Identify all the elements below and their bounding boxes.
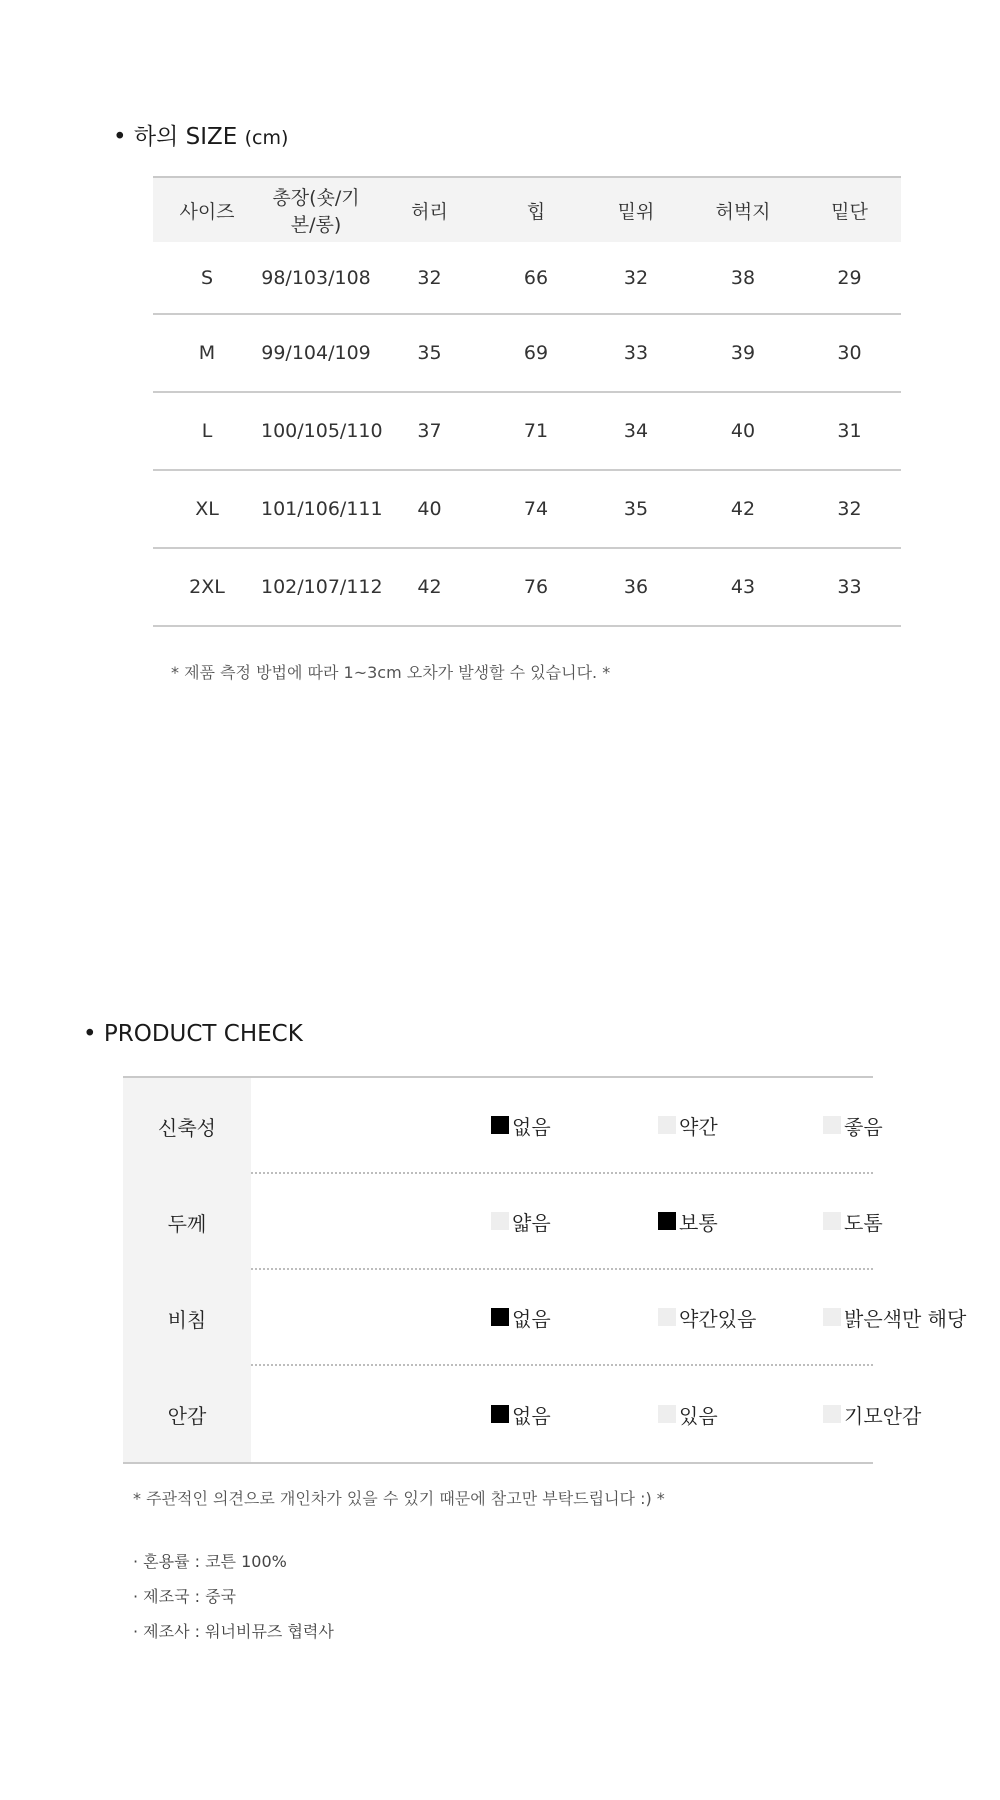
header-waist: 허리 — [371, 177, 488, 242]
option-label: 좋음 — [844, 1114, 883, 1139]
table-row — [153, 392, 901, 470]
size-title-unit: (cm) — [244, 127, 289, 149]
cell-thigh: 38 — [688, 242, 798, 314]
cell-hip: 76 — [488, 548, 584, 626]
cell-waist: 42 — [371, 548, 488, 626]
cell-length: 98/103/108 — [261, 242, 371, 314]
unchecked-box-icon — [823, 1212, 841, 1230]
row-options — [251, 1174, 883, 1270]
option-3 — [823, 1270, 966, 1364]
size-title-text: • 하의 SIZE — [113, 124, 238, 150]
cell-size: XL — [153, 470, 261, 548]
option-label: 없음 — [512, 1114, 551, 1139]
cell-thigh: 43 — [688, 548, 798, 626]
row-label: 신축성 — [123, 1078, 251, 1174]
cell-rise: 33 — [584, 314, 688, 392]
cell-waist: 35 — [371, 314, 488, 392]
option-label: 보통 — [679, 1210, 718, 1235]
header-thigh: 허벅지 — [688, 177, 798, 242]
check-section-title: • PRODUCT CHECK — [83, 1021, 303, 1047]
cell-hem: 32 — [798, 470, 901, 548]
cell-hip: 71 — [488, 392, 584, 470]
check-note: * 주관적인 의견으로 개인차가 있을 수 있기 때문에 참고만 부탁드립니다 :) * — [133, 1489, 665, 1508]
option-1 — [491, 1174, 551, 1268]
unchecked-box-icon — [491, 1212, 509, 1230]
option-3 — [823, 1366, 921, 1462]
unchecked-box-icon — [658, 1116, 676, 1134]
row-label: 비침 — [123, 1270, 251, 1366]
option-2 — [658, 1270, 756, 1364]
cell-length: 101/106/111 — [261, 470, 371, 548]
unchecked-box-icon — [658, 1405, 676, 1423]
option-label: 밝은색만 해당 — [844, 1306, 967, 1331]
cell-rise: 36 — [584, 548, 688, 626]
size-note: * 제품 측정 방법에 따라 1~3cm 오차가 발생할 수 있습니다. * — [171, 663, 611, 682]
size-table — [153, 176, 901, 627]
option-label: 약간있음 — [679, 1306, 757, 1331]
cell-thigh: 39 — [688, 314, 798, 392]
info-maker: · 제조사 : 워너비뮤즈 협력사 — [133, 1622, 334, 1641]
cell-hem: 33 — [798, 548, 901, 626]
table-row — [153, 470, 901, 548]
unchecked-box-icon — [823, 1308, 841, 1326]
row-label: 안감 — [123, 1366, 251, 1462]
row-options — [251, 1270, 967, 1366]
option-2 — [658, 1078, 718, 1172]
cell-size: L — [153, 392, 261, 470]
cell-rise: 32 — [584, 242, 688, 314]
cell-waist: 37 — [371, 392, 488, 470]
header-hip: 힙 — [488, 177, 584, 242]
check-row-stretch — [123, 1078, 883, 1174]
check-row-thickness — [123, 1174, 883, 1270]
checked-box-icon — [491, 1116, 509, 1134]
cell-rise: 34 — [584, 392, 688, 470]
header-hem: 밑단 — [798, 177, 901, 242]
size-table-header — [153, 177, 901, 242]
cell-length: 100/105/110 — [261, 392, 371, 470]
checked-box-icon — [491, 1405, 509, 1423]
cell-hip: 66 — [488, 242, 584, 314]
row-options — [251, 1366, 922, 1462]
cell-length: 99/104/109 — [261, 314, 371, 392]
cell-waist: 32 — [371, 242, 488, 314]
option-label: 도톰 — [844, 1210, 883, 1235]
option-label: 약간 — [679, 1114, 718, 1139]
cell-size: S — [153, 242, 261, 314]
cell-waist: 40 — [371, 470, 488, 548]
cell-thigh: 42 — [688, 470, 798, 548]
cell-thigh: 40 — [688, 392, 798, 470]
option-1 — [491, 1366, 551, 1462]
unchecked-box-icon — [658, 1308, 676, 1326]
header-size: 사이즈 — [153, 177, 261, 242]
option-label: 있음 — [679, 1403, 718, 1428]
cell-size: M — [153, 314, 261, 392]
row-label: 두께 — [123, 1174, 251, 1270]
cell-length: 102/107/112 — [261, 548, 371, 626]
info-origin: · 제조국 : 중국 — [133, 1587, 237, 1606]
check-row-lining — [123, 1366, 922, 1462]
cell-hem: 30 — [798, 314, 901, 392]
option-label: 기모안감 — [844, 1403, 922, 1428]
option-3 — [823, 1174, 883, 1268]
checked-box-icon — [658, 1212, 676, 1230]
cell-hem: 29 — [798, 242, 901, 314]
cell-rise: 35 — [584, 470, 688, 548]
check-row-sheerness — [123, 1270, 967, 1366]
option-3 — [823, 1078, 883, 1172]
option-label: 없음 — [512, 1306, 551, 1331]
row-options — [251, 1078, 883, 1174]
option-2 — [658, 1174, 718, 1268]
unchecked-box-icon — [823, 1116, 841, 1134]
cell-hip: 74 — [488, 470, 584, 548]
option-1 — [491, 1270, 551, 1364]
option-label: 얇음 — [512, 1210, 551, 1235]
unchecked-box-icon — [823, 1405, 841, 1423]
header-rise: 밑위 — [584, 177, 688, 242]
table-row — [153, 242, 901, 314]
checked-box-icon — [491, 1308, 509, 1326]
option-2 — [658, 1366, 718, 1462]
info-material: · 혼용률 : 코튼 100% — [133, 1552, 287, 1571]
table-row — [153, 548, 901, 626]
header-length: 총장(숏/기본/롱) — [261, 177, 371, 242]
cell-hip: 69 — [488, 314, 584, 392]
option-label: 없음 — [512, 1403, 551, 1428]
option-1 — [491, 1078, 551, 1172]
cell-hem: 31 — [798, 392, 901, 470]
cell-size: 2XL — [153, 548, 261, 626]
product-check-table — [123, 1076, 967, 1464]
table-row — [153, 314, 901, 392]
size-section-title — [113, 118, 288, 151]
